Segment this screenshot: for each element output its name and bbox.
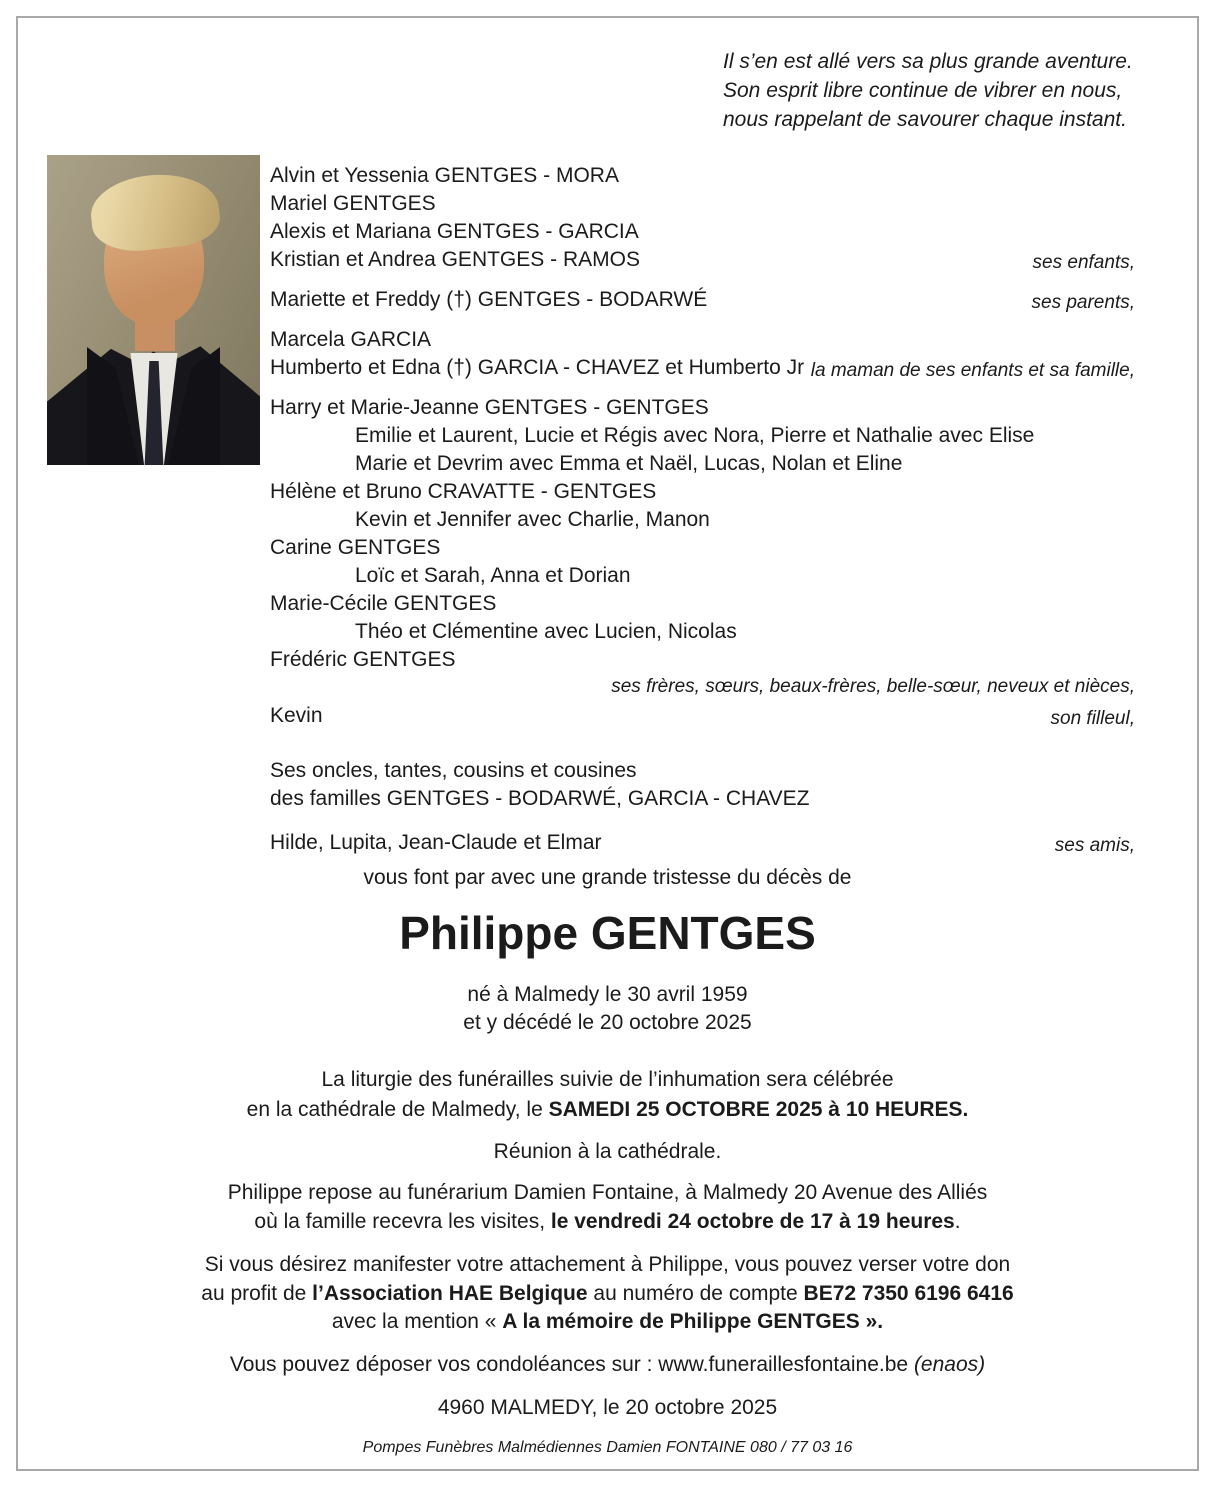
family-row bbox=[270, 646, 1135, 674]
family-name: Harry et Marie-Jeanne GENTGES - GENTGES bbox=[270, 396, 709, 419]
family-name: Mariel GENTGES bbox=[270, 192, 436, 215]
announcement-intro: vous font par avec une grande tristesse du décès de bbox=[363, 866, 852, 889]
donation-line-3-close: ». bbox=[859, 1310, 884, 1333]
condolences-line bbox=[40, 1351, 1175, 1379]
family-name: Ses oncles, tantes, cousins et cousines bbox=[270, 759, 637, 782]
city-date-line: 4960 MALMEDY, le 20 octobre 2025 bbox=[437, 1396, 778, 1419]
memorial-mention-bold: A la mémoire de Philippe GENTGES bbox=[502, 1310, 860, 1333]
quote-line-2: Son esprit libre continue de vibrer en nous, bbox=[723, 79, 1123, 102]
family-row bbox=[270, 702, 1135, 730]
family-row bbox=[270, 785, 1135, 813]
opening-quote bbox=[723, 47, 1133, 134]
portrait-hair bbox=[87, 169, 222, 256]
family-row bbox=[270, 286, 1135, 314]
birth-line: né à Malmedy le 30 avril 1959 bbox=[467, 983, 748, 1006]
family-name: Kevin et Jennifer avec Charlie, Manon bbox=[355, 508, 710, 531]
family-name: Hilde, Lupita, Jean-Claude et Elmar bbox=[270, 831, 602, 854]
family-row bbox=[270, 506, 1135, 534]
visit-date-bold: le vendredi 24 octobre de 17 à 19 heures bbox=[550, 1210, 955, 1233]
family-row bbox=[270, 326, 1135, 354]
repose-line-1: Philippe repose au funérarium Damien Fontaine, à Malmedy 20 Avenue des Alliés bbox=[227, 1181, 988, 1204]
donation-line-1: Si vous désirez manifester votre attachement à Philippe, vous pouvez verser votre don bbox=[204, 1253, 1011, 1276]
family-name: Humberto et Edna (†) GARCIA - CHAVEZ et Humberto Jr bbox=[270, 356, 805, 379]
ceremony-date-bold: SAMEDI 25 OCTOBRE 2025 à 10 HEURES. bbox=[548, 1098, 969, 1121]
family-row bbox=[270, 534, 1135, 562]
family-row bbox=[270, 354, 1135, 382]
repose-line-2-text: où la famille recevra les visites, bbox=[254, 1210, 551, 1233]
relation-label-siblings bbox=[270, 674, 1135, 702]
donation-line-3 bbox=[40, 1308, 1175, 1336]
quote-line-3: nous rappelant de savourer chaque instant. bbox=[723, 108, 1127, 131]
family-name: des familles GENTGES - BODARWÉ, GARCIA - CHAVEZ bbox=[270, 787, 810, 810]
family-row bbox=[270, 162, 1135, 190]
family-name: Hélène et Bruno CRAVATTE - GENTGES bbox=[270, 480, 657, 503]
bank-account-bold: BE72 7350 6196 6416 bbox=[803, 1282, 1014, 1305]
donation-line-2-mid: au numéro de compte bbox=[587, 1282, 804, 1305]
family-row bbox=[270, 757, 1135, 785]
family-row bbox=[270, 450, 1135, 478]
repose-line-2 bbox=[40, 1208, 1175, 1236]
family-name: Mariette et Freddy (†) GENTGES - BODARWÉ bbox=[270, 288, 708, 311]
family-name: Marie-Cécile GENTGES bbox=[270, 592, 497, 615]
family-row bbox=[270, 246, 1135, 274]
funeral-home-footer: Pompes Funèbres Malmédiennes Damien FONTAINE 080 / 77 03 16 bbox=[362, 1439, 853, 1456]
quote-line-1: Il s’en est allé vers sa plus grande aventure. bbox=[723, 50, 1133, 73]
family-name: Kevin bbox=[270, 704, 323, 727]
family-row bbox=[270, 590, 1135, 618]
donation-line-2-text: au profit de bbox=[201, 1282, 313, 1305]
family-row bbox=[270, 394, 1135, 422]
portrait-photo bbox=[47, 155, 260, 465]
family-row bbox=[270, 190, 1135, 218]
relation-label-friends: ses amis, bbox=[1054, 835, 1135, 856]
family-name: Carine GENTGES bbox=[270, 536, 441, 559]
family-name: Marcela GARCIA bbox=[270, 328, 432, 351]
family-name: Alexis et Mariana GENTGES - GARCIA bbox=[270, 220, 639, 243]
family-row bbox=[270, 218, 1135, 246]
relation-label-mother-of-children: la maman de ses enfants et sa famille, bbox=[810, 360, 1135, 381]
liturgy-line-2 bbox=[40, 1096, 1175, 1124]
repose-line-2-period: . bbox=[954, 1210, 961, 1233]
donation-line-3-text: avec la mention « bbox=[331, 1310, 503, 1333]
deceased-name: Philippe GENTGES bbox=[399, 907, 816, 959]
family-row bbox=[270, 829, 1135, 857]
death-line: et y décédé le 20 octobre 2025 bbox=[463, 1011, 752, 1034]
family-name: Frédéric GENTGES bbox=[270, 648, 456, 671]
family-name: Loïc et Sarah, Anna et Dorian bbox=[355, 564, 631, 587]
family-row bbox=[270, 618, 1135, 646]
condolences-text: Vous pouvez déposer vos condoléances sur : www.funeraillesfontaine.be bbox=[229, 1353, 914, 1376]
family-name: Emilie et Laurent, Lucie et Régis avec Nora, Pierre et Nathalie avec Elise bbox=[355, 424, 1035, 447]
liturgy-line-2-text: en la cathédrale de Malmedy, le bbox=[246, 1098, 549, 1121]
relation-label-godson: son filleul, bbox=[1050, 708, 1135, 729]
family-name: Kristian et Andrea GENTGES - RAMOS bbox=[270, 248, 640, 271]
liturgy-line-1: La liturgie des funérailles suivie de l’inhumation sera célébrée bbox=[321, 1068, 894, 1091]
association-name-bold: l’Association HAE Belgique bbox=[312, 1282, 588, 1305]
family-name: Alvin et Yessenia GENTGES - MORA bbox=[270, 164, 619, 187]
family-name: Théo et Clémentine avec Lucien, Nicolas bbox=[355, 620, 737, 643]
relation-label-parents: ses parents, bbox=[1031, 292, 1135, 313]
family-row bbox=[270, 478, 1135, 506]
family-list bbox=[270, 162, 1135, 857]
family-row bbox=[270, 562, 1135, 590]
relation-label-text: ses frères, sœurs, beaux-frères, belle-sœur, neveux et nièces, bbox=[611, 676, 1135, 697]
family-row bbox=[270, 422, 1135, 450]
reunion-line: Réunion à la cathédrale. bbox=[493, 1140, 722, 1163]
relation-label-children: ses enfants, bbox=[1032, 252, 1135, 273]
condolences-platform-italic: (enaos) bbox=[913, 1353, 986, 1376]
donation-line-2 bbox=[40, 1280, 1175, 1308]
family-name: Marie et Devrim avec Emma et Naël, Lucas, Nolan et Eline bbox=[355, 452, 903, 475]
